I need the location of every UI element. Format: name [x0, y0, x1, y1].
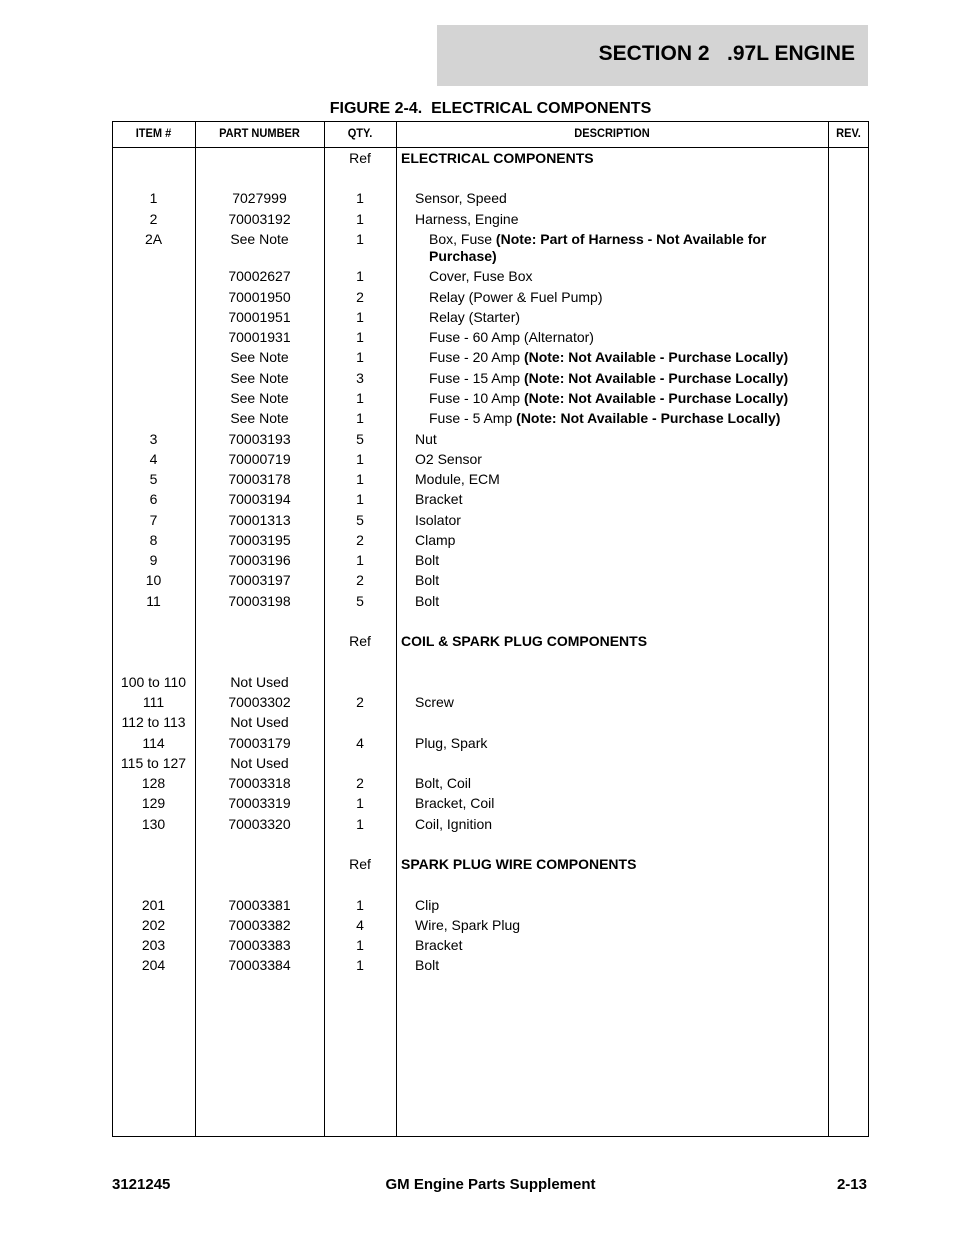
part-number-cell: 70003195: [228, 532, 291, 548]
description-text: SPARK PLUG WIRE COMPONENTS: [401, 856, 637, 872]
description-text: Relay (Power & Fuel Pump): [429, 289, 603, 305]
table-row: [0, 552, 954, 570]
quantity-cell: Ref: [349, 633, 371, 649]
description-text: Fuse - 10 Amp: [429, 390, 524, 406]
description-cell: [429, 231, 821, 265]
item-number-cell: 128: [141, 775, 166, 791]
quantity-cell: 1: [356, 957, 364, 973]
quantity-cell: 4: [356, 917, 364, 933]
quantity-cell: 1: [356, 897, 364, 913]
table-row: [0, 957, 954, 975]
description-text: Nut: [415, 431, 437, 447]
description-cell: [415, 491, 821, 508]
quantity-cell: 1: [356, 190, 364, 206]
description-text: Box, Fuse: [429, 231, 496, 247]
item-number-cell: 2A: [144, 231, 163, 247]
description-cell: [415, 451, 821, 468]
description-text: COIL & SPARK PLUG COMPONENTS: [401, 633, 648, 649]
description-cell: [429, 309, 821, 326]
description-cell: [415, 532, 821, 549]
description-text: Bolt, Coil: [415, 775, 472, 791]
quantity-cell: 2: [356, 289, 364, 305]
description-text: Bolt: [415, 572, 440, 588]
description-text: Clamp: [415, 532, 456, 548]
part-number-cell: 70003382: [228, 917, 291, 933]
part-number-cell: 70003383: [228, 937, 291, 953]
quantity-cell: 5: [356, 431, 364, 447]
table-row: [0, 289, 954, 307]
part-number-cell: 70002627: [228, 268, 291, 284]
item-number-cell: 202: [141, 917, 166, 933]
column-header-item: ITEM #: [135, 126, 172, 140]
part-number-cell: Not Used: [230, 714, 289, 730]
table-section-heading-row: [0, 856, 954, 874]
description-note: (Note: Not Available - Purchase Locally): [516, 410, 781, 426]
table-row: [0, 309, 954, 327]
description-text: Cover, Fuse Box: [429, 268, 533, 284]
quantity-cell: Ref: [349, 856, 371, 872]
description-cell: [415, 957, 821, 974]
description-text: Bracket: [415, 491, 463, 507]
part-number-cell: 70003179: [228, 735, 291, 751]
description-text: Fuse - 5 Amp: [429, 410, 517, 426]
description-cell: [415, 795, 821, 812]
description-cell: [415, 816, 821, 833]
quantity-cell: 1: [356, 471, 364, 487]
description-text: Bracket: [415, 937, 463, 953]
column-header-description: DESCRIPTION: [574, 126, 650, 140]
part-number-cell: 7027999: [232, 190, 287, 206]
item-number-cell: 130: [141, 816, 166, 832]
figure-title: FIGURE 2-4. ELECTRICAL COMPONENTS: [329, 100, 652, 117]
quantity-cell: 1: [356, 390, 364, 406]
part-number-cell: 70003194: [228, 491, 291, 507]
section-header-banner: [437, 25, 868, 86]
part-number-cell: 70001313: [228, 512, 291, 528]
part-number-cell: See Note: [230, 370, 289, 386]
quantity-cell: 1: [356, 552, 364, 568]
part-number-cell: 70003198: [228, 593, 291, 609]
item-number-cell: 11: [146, 593, 161, 609]
section-title: SECTION 2 .97L ENGINE: [598, 42, 855, 65]
item-number-cell: 9: [149, 552, 158, 568]
description-cell: [415, 552, 821, 569]
item-number-cell: 203: [141, 937, 166, 953]
description-note: (Note: Not Available - Purchase Locally): [523, 349, 789, 365]
description-cell: [429, 349, 821, 366]
description-note: (Note: Not Available - Purchase Locally): [523, 370, 789, 386]
table-row: [0, 491, 954, 509]
quantity-cell: 1: [356, 451, 364, 467]
footer-doc-number: 3121245: [112, 1176, 171, 1193]
description-cell: [429, 370, 821, 387]
part-number-cell: 70001931: [228, 329, 291, 345]
footer-page-number: 2-13: [836, 1176, 867, 1193]
part-number-cell: 70003319: [228, 795, 291, 811]
description-note: (Note: Not Available - Purchase Locally): [523, 390, 789, 406]
header-row-divider: [112, 147, 869, 148]
description-text: Fuse - 60 Amp (Alternator): [429, 329, 594, 345]
column-header-rev: REV.: [836, 126, 861, 140]
part-number-cell: 70001951: [228, 309, 291, 325]
part-number-cell: 70003196: [228, 552, 291, 568]
part-number-cell: See Note: [230, 390, 289, 406]
description-cell: [401, 633, 821, 650]
part-number-cell: 70003193: [228, 431, 291, 447]
item-number-cell: 204: [141, 957, 166, 973]
quantity-cell: 1: [356, 268, 364, 284]
table-row: [0, 572, 954, 590]
description-cell: [401, 150, 821, 167]
description-cell: [415, 471, 821, 488]
part-number-cell: 70003320: [228, 816, 291, 832]
table-row: [0, 370, 954, 388]
description-cell: [415, 572, 821, 589]
description-cell: [415, 897, 821, 914]
item-number-cell: 3: [149, 431, 158, 447]
quantity-cell: 2: [356, 572, 364, 588]
description-text: Isolator: [415, 512, 461, 528]
description-text: Bolt: [415, 552, 440, 568]
item-number-cell: 8: [149, 532, 158, 548]
description-cell: [415, 190, 821, 207]
item-number-cell: 129: [141, 795, 166, 811]
description-text: Clip: [415, 897, 440, 913]
item-number-cell: 111: [142, 694, 165, 710]
description-text: O2 Sensor: [415, 451, 482, 467]
description-cell: [415, 431, 821, 448]
column-header-qty: QTY.: [347, 126, 373, 140]
item-number-cell: 114: [142, 735, 165, 751]
table-row: [0, 694, 954, 712]
part-number-cell: 70003302: [228, 694, 291, 710]
quantity-cell: 2: [356, 532, 364, 548]
table-row: [0, 937, 954, 955]
description-cell: [429, 268, 821, 285]
description-text: Plug, Spark: [415, 735, 488, 751]
description-text: Fuse - 15 Amp: [429, 370, 524, 386]
quantity-cell: 1: [356, 231, 364, 247]
part-number-cell: See Note: [230, 410, 289, 426]
item-number-cell: 10: [145, 572, 162, 588]
description-cell: [429, 410, 821, 427]
description-text: Harness, Engine: [415, 211, 519, 227]
table-row: [0, 431, 954, 449]
table-row: [0, 795, 954, 813]
item-number-cell: 100 to 110: [120, 674, 187, 690]
quantity-cell: 1: [356, 410, 364, 426]
part-number-cell: Not Used: [230, 674, 289, 690]
quantity-cell: 1: [356, 211, 364, 227]
table-row: [0, 471, 954, 489]
item-number-cell: 6: [149, 491, 158, 507]
table-row: [0, 410, 954, 428]
item-number-cell: 1: [149, 190, 158, 206]
description-cell: [415, 512, 821, 529]
table-row: [0, 532, 954, 550]
description-cell: [429, 329, 821, 346]
table-row: [0, 593, 954, 611]
part-number-cell: 70000719: [228, 451, 291, 467]
part-number-cell: 70003318: [228, 775, 291, 791]
description-note: (Note: Part of Harness - Not Available for Purchase): [429, 231, 767, 264]
item-number-cell: 115 to 127: [120, 755, 187, 771]
item-number-cell: 5: [149, 471, 158, 487]
table-row: [0, 674, 954, 692]
footer-title: GM Engine Parts Supplement: [385, 1176, 596, 1193]
description-cell: [415, 937, 821, 954]
table-row: [0, 190, 954, 208]
description-cell: [429, 390, 821, 407]
description-text: Bolt: [415, 957, 440, 973]
description-cell: [415, 735, 821, 752]
table-section-heading-row: [0, 150, 954, 168]
column-header-part-number: PART NUMBER: [219, 126, 300, 140]
item-number-cell: 112 to 113: [121, 714, 186, 730]
part-number-cell: 70001950: [228, 289, 291, 305]
description-text: Sensor, Speed: [415, 190, 507, 206]
description-text: Bracket, Coil: [415, 795, 495, 811]
table-row: [0, 231, 954, 264]
table-row: [0, 451, 954, 469]
item-number-cell: 7: [149, 512, 158, 528]
quantity-cell: 1: [356, 329, 364, 345]
part-number-cell: See Note: [230, 231, 289, 247]
description-cell: [415, 211, 821, 228]
description-text: ELECTRICAL COMPONENTS: [401, 150, 594, 166]
part-number-cell: 70003178: [228, 471, 291, 487]
quantity-cell: 2: [356, 694, 364, 710]
description-cell: [415, 694, 821, 711]
part-number-cell: 70003192: [228, 211, 291, 227]
table-section-heading-row: [0, 633, 954, 651]
quantity-cell: 2: [356, 775, 364, 791]
quantity-cell: Ref: [349, 150, 371, 166]
table-row: [0, 329, 954, 347]
part-number-cell: 70003381: [228, 897, 291, 913]
quantity-cell: 1: [356, 937, 364, 953]
description-text: Coil, Ignition: [415, 816, 493, 832]
description-cell: [415, 917, 821, 934]
description-cell: [415, 593, 821, 610]
quantity-cell: 1: [356, 309, 364, 325]
description-text: Relay (Starter): [429, 309, 521, 325]
item-number-cell: 4: [149, 451, 158, 467]
table-row: [0, 512, 954, 530]
quantity-cell: 4: [356, 735, 364, 751]
item-number-cell: 201: [141, 897, 166, 913]
item-number-cell: 2: [149, 211, 158, 227]
part-number-cell: Not Used: [230, 755, 289, 771]
part-number-cell: See Note: [230, 349, 289, 365]
quantity-cell: 3: [356, 370, 364, 386]
quantity-cell: 5: [356, 593, 364, 609]
description-cell: [401, 856, 821, 873]
table-row: [0, 735, 954, 753]
table-row: [0, 349, 954, 367]
table-row: [0, 755, 954, 773]
table-row: [0, 775, 954, 793]
quantity-cell: 5: [356, 512, 364, 528]
quantity-cell: 1: [356, 816, 364, 832]
table-row: [0, 268, 954, 286]
table-row: [0, 211, 954, 229]
quantity-cell: 1: [356, 349, 364, 365]
quantity-cell: 1: [356, 491, 364, 507]
description-cell: [429, 289, 821, 306]
description-cell: [415, 775, 821, 792]
part-number-cell: 70003197: [228, 572, 291, 588]
part-number-cell: 70003384: [228, 957, 291, 973]
quantity-cell: 1: [356, 795, 364, 811]
table-row: [0, 390, 954, 408]
description-text: Bolt: [415, 593, 440, 609]
description-text: Fuse - 20 Amp: [429, 349, 524, 365]
table-row: [0, 714, 954, 732]
table-row: [0, 897, 954, 915]
table-row: [0, 816, 954, 834]
description-text: Screw: [415, 694, 454, 710]
table-row: [0, 917, 954, 935]
description-text: Module, ECM: [415, 471, 500, 487]
description-text: Wire, Spark Plug: [415, 917, 521, 933]
